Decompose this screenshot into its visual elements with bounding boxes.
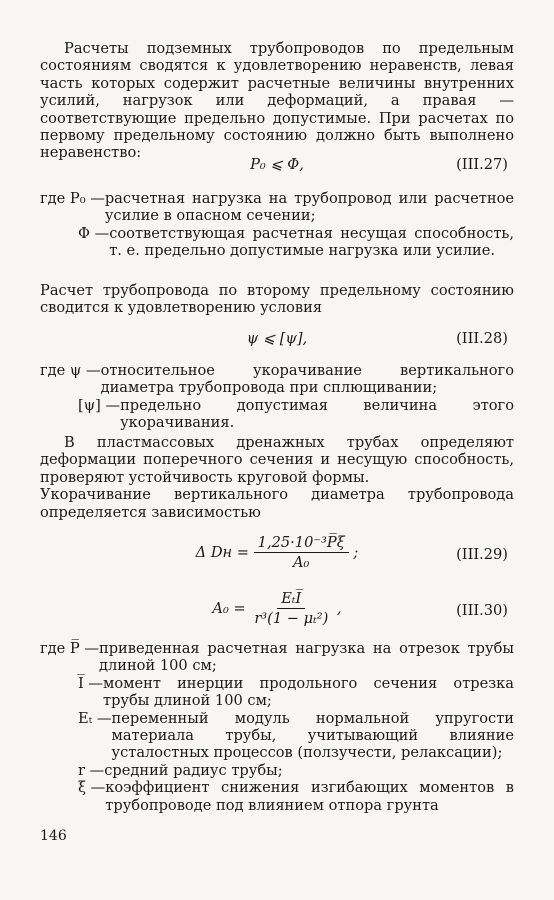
equation-number: (III.30)	[456, 602, 508, 619]
definition-symbol: где P₀ —	[40, 190, 105, 207]
fraction-denominator: A₀	[293, 554, 310, 572]
definition-symbol: Φ —	[78, 224, 110, 242]
definition-text: относительное укорачивание вертикального диаметра трубопровода при сплющивании;	[100, 362, 514, 397]
definition-symbol: где ψ —	[40, 362, 101, 379]
equation-formula: P₀ ⩽ Φ,	[250, 156, 304, 173]
equation-formula: ψ ⩽ [ψ],	[246, 330, 308, 347]
definition-text: коэффициент снижения изгибающих моментов в трубопроводе под влиянием отпора грунта	[105, 779, 514, 814]
paragraph-text: В пластмассовых дренажных трубах определяют деформации поперечного сечения и несущую способность, проверяют устойчивость круговой формы.	[40, 434, 514, 486]
definition-text: расчетная нагрузка на трубопровод или расчетное усилие в опасном сечении;	[104, 190, 514, 225]
definition-text: приведенная расчетная нагрузка на отрезок трубы длиной 100 см;	[98, 640, 514, 675]
definition-symbol: Eₜ —	[78, 709, 112, 727]
page-number: 146	[40, 828, 67, 844]
paragraph-plastic-pipes	[40, 434, 514, 521]
fraction	[254, 534, 349, 572]
fraction-numerator: EₜI̅	[277, 590, 305, 609]
definition-symbol: где P̅ —	[40, 640, 99, 657]
equation-III-30	[40, 590, 514, 634]
definition-text: соответствующая расчетная несущая способность, т. е. предельно допустимые нагрузка или усилие.	[109, 224, 514, 260]
definition-text: переменный модуль нормальной упругости материала трубы, учитывающий влияние усталостных процессов (ползучести, релаксации);	[111, 709, 514, 762]
equation-III-28	[40, 330, 514, 352]
definition-text: момент инерции продольного сечения отрезка трубы длиной 100 см;	[103, 674, 514, 710]
equation-number: (III.28)	[456, 330, 508, 347]
intro-paragraph	[40, 40, 514, 162]
definition-symbol: I̅ —	[78, 674, 103, 692]
definition-text: предельно допустимая величина этого укорачивания.	[120, 396, 514, 432]
fraction-denominator: r³(1 − μₜ²)	[254, 610, 329, 628]
equation-tail: ,	[332, 599, 342, 617]
paragraph-text: Укорачивание вертикального диаметра трубопровода определяется зависимостью	[40, 486, 514, 521]
definition-item	[40, 779, 514, 814]
paragraph-second-state	[40, 282, 514, 317]
definitions-III-27	[40, 190, 514, 260]
intro-text: Расчеты подземных трубопроводов по предельным состояниям сводятся к удовлетворению неравенств, левая часть которых содержит расчетные величины внутренних усилий, нагрузок или деформаций, а правая — соответствующие предельно допустимые. При расчетах по первому предельному состоянию должно быть выполнено неравенство:	[40, 40, 514, 162]
definition-item	[40, 225, 514, 260]
definitions-III-30	[40, 640, 514, 814]
definition-item	[40, 710, 514, 762]
equation-tail: ;	[348, 543, 359, 561]
equation-III-29	[40, 534, 514, 578]
equation-lhs: A₀ =	[212, 599, 251, 617]
fraction-numerator: 1,25·10⁻³P̅ξ	[254, 534, 349, 553]
equation-number: (III.27)	[456, 156, 508, 173]
definition-item	[40, 190, 514, 225]
equation-lhs: Δ Dн =	[195, 543, 254, 561]
definition-item	[40, 675, 514, 710]
definition-item	[40, 640, 514, 675]
paragraph-text: Расчет трубопровода по второму предельному состоянию сводится к удовлетворению условия	[40, 282, 514, 317]
fraction	[250, 590, 332, 628]
definition-symbol: ξ —	[78, 779, 106, 797]
equation-formula	[40, 534, 514, 572]
definition-symbol: r —	[78, 761, 105, 779]
equation-formula	[40, 590, 514, 628]
definition-symbol: [ψ] —	[78, 396, 121, 414]
equation-number: (III.29)	[456, 546, 508, 563]
equation-III-27	[40, 156, 514, 178]
definitions-III-28	[40, 362, 514, 432]
definition-item	[40, 397, 514, 432]
definition-text: средний радиус трубы;	[104, 761, 283, 779]
definition-item	[40, 762, 514, 779]
definition-item	[40, 362, 514, 397]
